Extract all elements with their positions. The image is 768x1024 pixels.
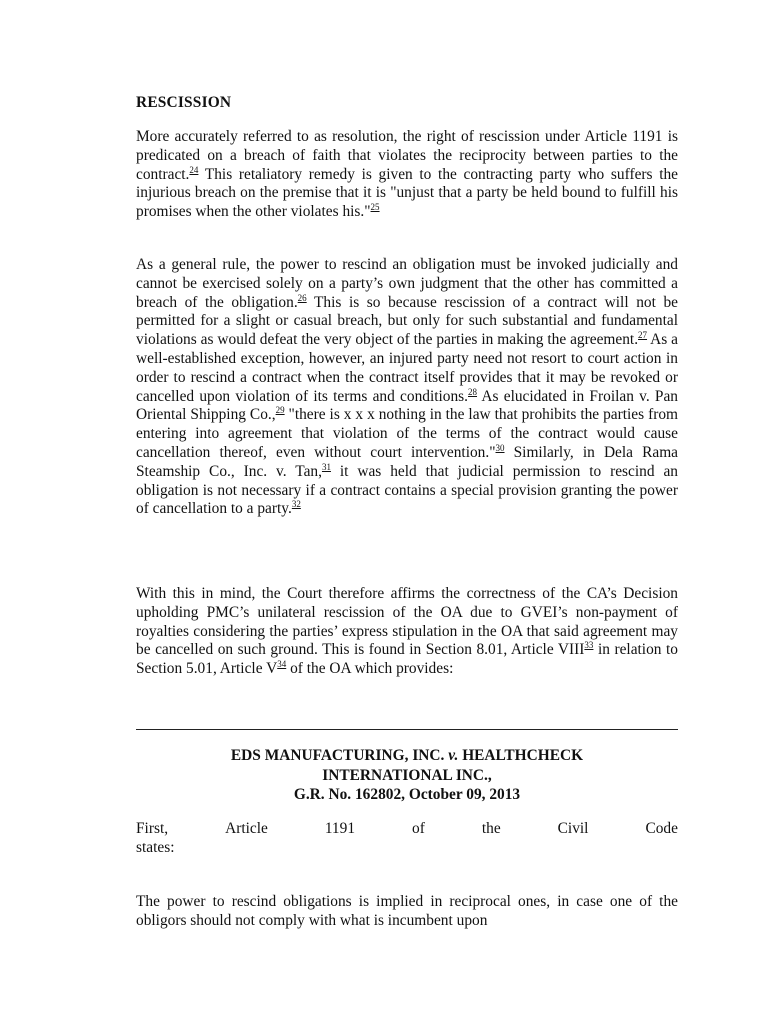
word: Code [645,820,678,837]
footnote-ref[interactable]: 26 [297,292,307,303]
paragraph-text: it was held that judicial permission to rescind an obligation is not necessary if a contract contains a special provision granting the power of cancellation to a party. [136,462,678,518]
paragraph-text: in relation to Section 5.01, Article V [136,641,678,678]
paragraph-text: As elucidated in Froilan v. Pan Oriental Shipping Co., [136,387,678,424]
word: Article [225,820,268,837]
case-citation-line: G.R. No. 162802, October 09, 2013 [293,786,521,803]
paragraph-text: As a general rule, the power to rescind an obligation must be invoked judicially and cannot be exercised solely on a party’s own judgment that the other has committed a breach of the obligation. [136,256,678,311]
paragraph-text: As a well-established exception, however, an injured party need not resort to court action in order to rescind a contract when the contract itself provides that it may be revoked or cancelled upon violation of its terms and conditions. [136,331,679,405]
paragraph-text: This retaliatory remedy is given to the contracting party who suffers the injurious breach on the premise that it is "unjust that a party be held bound to fulfill his promises when the other violates his." [136,165,678,221]
case-title-line-1: EDS MANUFACTURING, INC. v. HEALTHCHECK [230,747,584,764]
footnote-ref[interactable]: 33 [584,640,594,651]
word: the [481,820,501,837]
footnote-ref[interactable]: 28 [468,386,478,397]
paragraph-court-affirms [136,585,678,679]
article-1191-intro [136,820,678,839]
paragraph-general-rule [136,256,678,519]
footnote-ref[interactable]: 27 [638,330,648,341]
paragraph-text: Similarly, in Dela Rama Steamship Co., Inc. v. Tan, [136,443,678,480]
footnote-ref[interactable]: 30 [495,442,505,453]
article-intro-continuation: states: [136,839,175,856]
paragraph-text: of the OA which provides: [286,660,454,678]
footnote-ref[interactable]: 25 [370,202,380,213]
section-heading: RESCISSION [136,94,232,111]
footnote-ref[interactable]: 32 [291,499,301,510]
word: Civil [557,820,589,837]
footnote-ref[interactable]: 31 [321,461,331,472]
footnote-ref[interactable]: 34 [277,659,287,670]
paragraph-rescission-definition [136,128,678,222]
word: First, [136,820,169,837]
footnote-ref[interactable]: 29 [275,405,285,416]
paragraph-text: This is so because rescission of a contract will not be permitted for a slight or casual breach, but only for such substantial and fundamental violations as would defeat the very object of the parties in making the agreement. [136,293,678,349]
paragraph-text: More accurately referred to as resolution, the right of rescission under Article 1191 is predicated on a breach of faith that violates the reciprocity between parties to the contract. [136,128,678,183]
word: 1191 [324,820,356,837]
case-title-line-2: INTERNATIONAL INC., [322,766,492,784]
footnote-ref[interactable]: 24 [189,164,199,175]
case-citation-block [136,746,678,805]
horizontal-divider [136,729,678,730]
paragraph-text: With this in mind, the Court therefore affirms the correctness of the CA’s Decision upholding PMC’s unilateral rescission of the OA due to GVEI’s non-payment of royalties considering the parties’ express stipulation in the OA that said agreement may be cancelled on such ground. This is found in Section 8.01, Article VIII [136,585,678,659]
paragraph-article-1191-text: The power to rescind obligations is implied in reciprocal ones, in case one of the obligors should not comply with what is incumbent upon [136,893,678,929]
word: of [412,820,425,837]
document-page [136,0,678,1024]
paragraph-text: "there is x x x nothing in the law that prohibits the parties from entering into agreement that violation of the terms of the contract would cause cancellation thereof, even without court intervention." [136,406,678,461]
